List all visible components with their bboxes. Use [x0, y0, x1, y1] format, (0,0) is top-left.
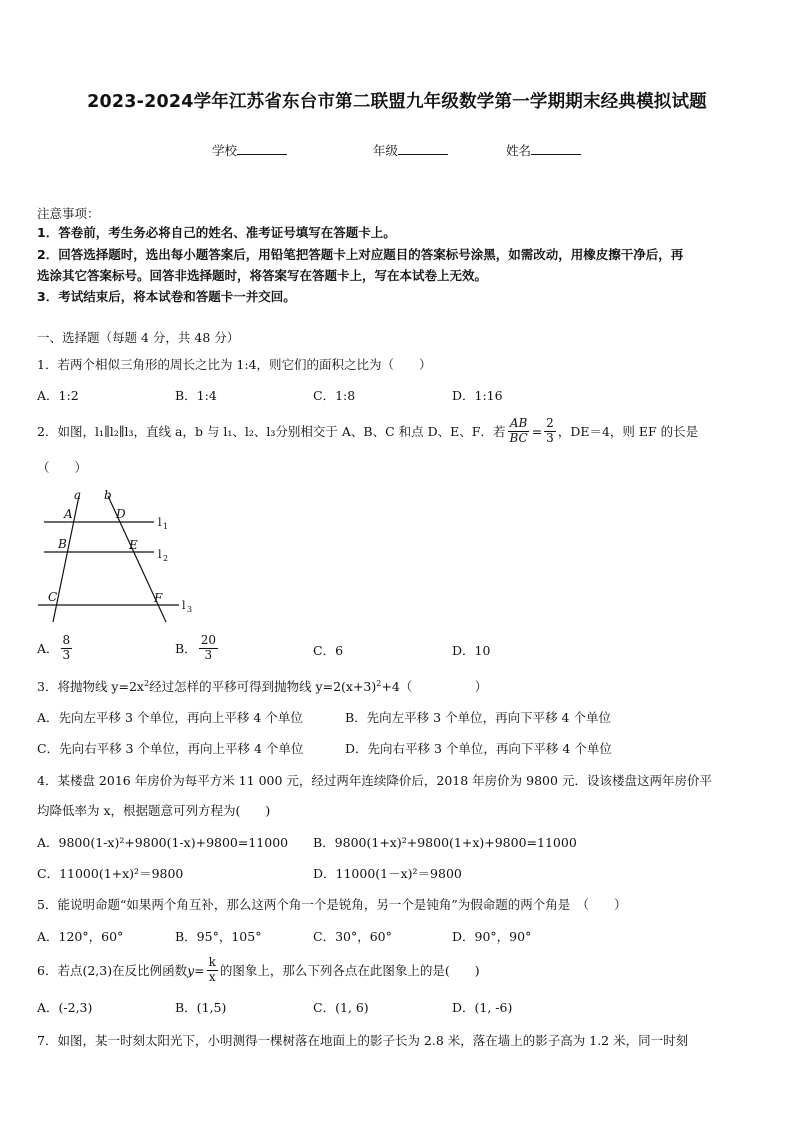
q2-option-b-label: B． — [175, 641, 197, 656]
q2-option-c: C．6 — [313, 643, 344, 658]
q2-stem-post: ，DE＝4，则 EF 的长是 — [557, 424, 699, 439]
q3-option-d: D．先向右平移 3 个单位，再向下平移 4 个单位 — [345, 741, 612, 756]
q2-value-numerator: 2 — [546, 416, 554, 431]
label-b: b — [104, 488, 112, 502]
label-point-a: A — [64, 507, 73, 521]
q2-stem — [37, 412, 698, 450]
q2-option-d: D．10 — [452, 643, 491, 658]
q2-option-b-fraction — [199, 634, 218, 661]
q2-ratio-fraction — [507, 417, 529, 444]
q3-exponent-1: 2 — [143, 678, 150, 688]
q5-option-d: D．90°，90° — [452, 929, 532, 944]
name-blank[interactable] — [531, 154, 581, 155]
q6-function-fraction — [207, 956, 218, 983]
q6-option-b: B．(1,5) — [175, 1000, 227, 1015]
q4-option-c: C．11000(1+x)²＝9800 — [37, 866, 184, 881]
label-point-f: F — [154, 591, 163, 605]
label-l3-sub: 3 — [187, 605, 193, 614]
q4-stem-line-2: 均降低率为 x，根据题意可列方程为( ) — [37, 803, 271, 818]
label-point-c: C — [48, 590, 58, 604]
q3-stem-part-1: 3．将抛物线 y=2x — [37, 679, 144, 694]
q3-exponent-2: 2 — [376, 678, 382, 688]
label-l1: l — [158, 516, 162, 529]
q4-option-a: A．9800(1-x)²+9800(1-x)+9800=11000 — [37, 835, 289, 850]
name-field — [506, 141, 581, 159]
q5-option-c: C．30°，60° — [313, 929, 392, 944]
q6-denominator: x — [208, 969, 216, 984]
q3-option-b: B．先向左平移 3 个单位，再向下平移 4 个单位 — [345, 710, 611, 725]
q3-stem-part-3: +4（ ） — [381, 679, 488, 694]
q2-value-denominator: 3 — [546, 430, 554, 445]
q6-option-c: C．(1, 6) — [313, 1000, 369, 1015]
notice-item-1: 1．答卷前，考生务必将自己的姓名、准考证号填写在答题卡上。 — [37, 225, 396, 240]
notice-item-2-line-1: 2．回答选择题时，选出每小题答案后，用铅笔把答题卡上对应题目的答案标号涂黑，如需改动，用橡皮擦干净后，再 — [37, 247, 684, 262]
q1-option-a: A．1:2 — [37, 388, 79, 403]
name-label: 姓名 — [506, 143, 532, 158]
q1-option-b: B．1:4 — [175, 388, 217, 403]
school-label: 学校 — [212, 143, 238, 158]
label-l2: l — [158, 548, 162, 561]
q2-option-a-label: A． — [37, 641, 59, 656]
q6-equals: = — [194, 962, 205, 978]
q2-paren: （ ） — [37, 460, 88, 475]
label-point-b: B — [58, 537, 67, 551]
q2-option-a-fraction — [61, 634, 73, 661]
q2-parallel-lines-figure — [34, 488, 204, 628]
school-field — [212, 141, 287, 159]
q1-option-d: D．1:16 — [452, 388, 503, 403]
q2-value-fraction — [544, 417, 556, 444]
q3-stem — [37, 677, 487, 695]
q4-stem-line-1: 4．某楼盘 2016 年房价为每平方米 11 000 元，经过两年连续降价后，2018 年房价为 9800 元．设该楼盘这两年房价平 — [37, 773, 712, 788]
q4-option-b: B．9800(1+x)²+9800(1+x)+9800=11000 — [313, 835, 577, 850]
q2-ratio-denominator: BC — [509, 430, 528, 445]
q2-stem-pre: 2．如图，l₁∥l₂∥l₃，直线 a，b 与 l₁、l₂、l₃分别相交于 A、B、C 和点 D、E、F．若 — [37, 424, 506, 439]
q6-stem-pre: 6．若点(2,3)在反比例函数 — [37, 963, 188, 978]
grade-field — [373, 141, 448, 159]
q3-option-c: C．先向右平移 3 个单位，再向上平移 4 个单位 — [37, 741, 304, 756]
section-heading: 一、选择题（每题 4 分，共 48 分） — [37, 330, 240, 345]
q2-option-b — [175, 628, 220, 668]
label-point-e: E — [129, 538, 138, 552]
q2-ratio-numerator: AB — [509, 416, 528, 431]
label-l1-sub: 1 — [163, 522, 169, 531]
label-l2-sub: 2 — [163, 554, 169, 563]
q6-numerator: k — [208, 955, 216, 970]
q6-stem-post: 的图象上，那么下列各点在此图象上的是( ) — [219, 963, 480, 978]
q1-option-c: C．1:8 — [313, 388, 356, 403]
school-blank[interactable] — [237, 154, 287, 155]
q1-stem: 1．若两个相似三角形的周长之比为 1:4，则它们的面积之比为（ ） — [37, 357, 432, 372]
q2-option-b-denominator: 3 — [204, 647, 213, 662]
grade-label: 年级 — [373, 143, 399, 158]
q6-function-y: y — [187, 962, 195, 978]
label-a: a — [74, 488, 82, 502]
notice-heading: 注意事项： — [37, 206, 100, 221]
q2-equals: = — [531, 423, 543, 439]
q3-stem-part-2: 经过怎样的平移可得到抛物线 y=2(x+3) — [149, 679, 377, 694]
grade-blank[interactable] — [398, 154, 448, 155]
q4-option-d: D．11000(1－x)²＝9800 — [313, 866, 462, 881]
q2-option-a-numerator: 8 — [62, 633, 71, 648]
q6-option-d: D．(1, -6) — [452, 1000, 513, 1015]
q7-stem: 7．如图，某一时刻太阳光下，小明测得一棵树落在地面上的影子长为 2.8 米，落在墙上的影子高为 1.2 米，同一时刻 — [37, 1033, 689, 1048]
q5-stem: 5．能说明命题“如果两个角互补，那么这两个角一个是锐角，另一个是钝角”为假命题的两个角是 （ ） — [37, 897, 627, 912]
exam-title: 2023-2024学年江苏省东台市第二联盟九年级数学第一学期期末经典模拟试题 — [87, 92, 707, 112]
q6-stem — [37, 953, 480, 987]
label-l3: l — [182, 599, 186, 612]
notice-item-2-line-2: 选涂其它答案标号。回答非选择题时，将答案写在答题卡上，写在本试卷上无效。 — [37, 268, 488, 283]
q5-option-b: B．95°，105° — [175, 929, 262, 944]
notice-item-3: 3．考试结束后，将本试卷和答题卡一并交回。 — [37, 289, 296, 304]
q2-option-a-denominator: 3 — [62, 647, 71, 662]
label-point-d: D — [116, 507, 126, 521]
q6-option-a: A．(-2,3) — [37, 1000, 93, 1015]
q5-option-a: A．120°，60° — [37, 929, 124, 944]
q3-option-a: A．先向左平移 3 个单位，再向上平移 4 个单位 — [37, 710, 303, 725]
q2-option-b-numerator: 20 — [200, 633, 216, 648]
q2-option-a — [37, 628, 74, 668]
